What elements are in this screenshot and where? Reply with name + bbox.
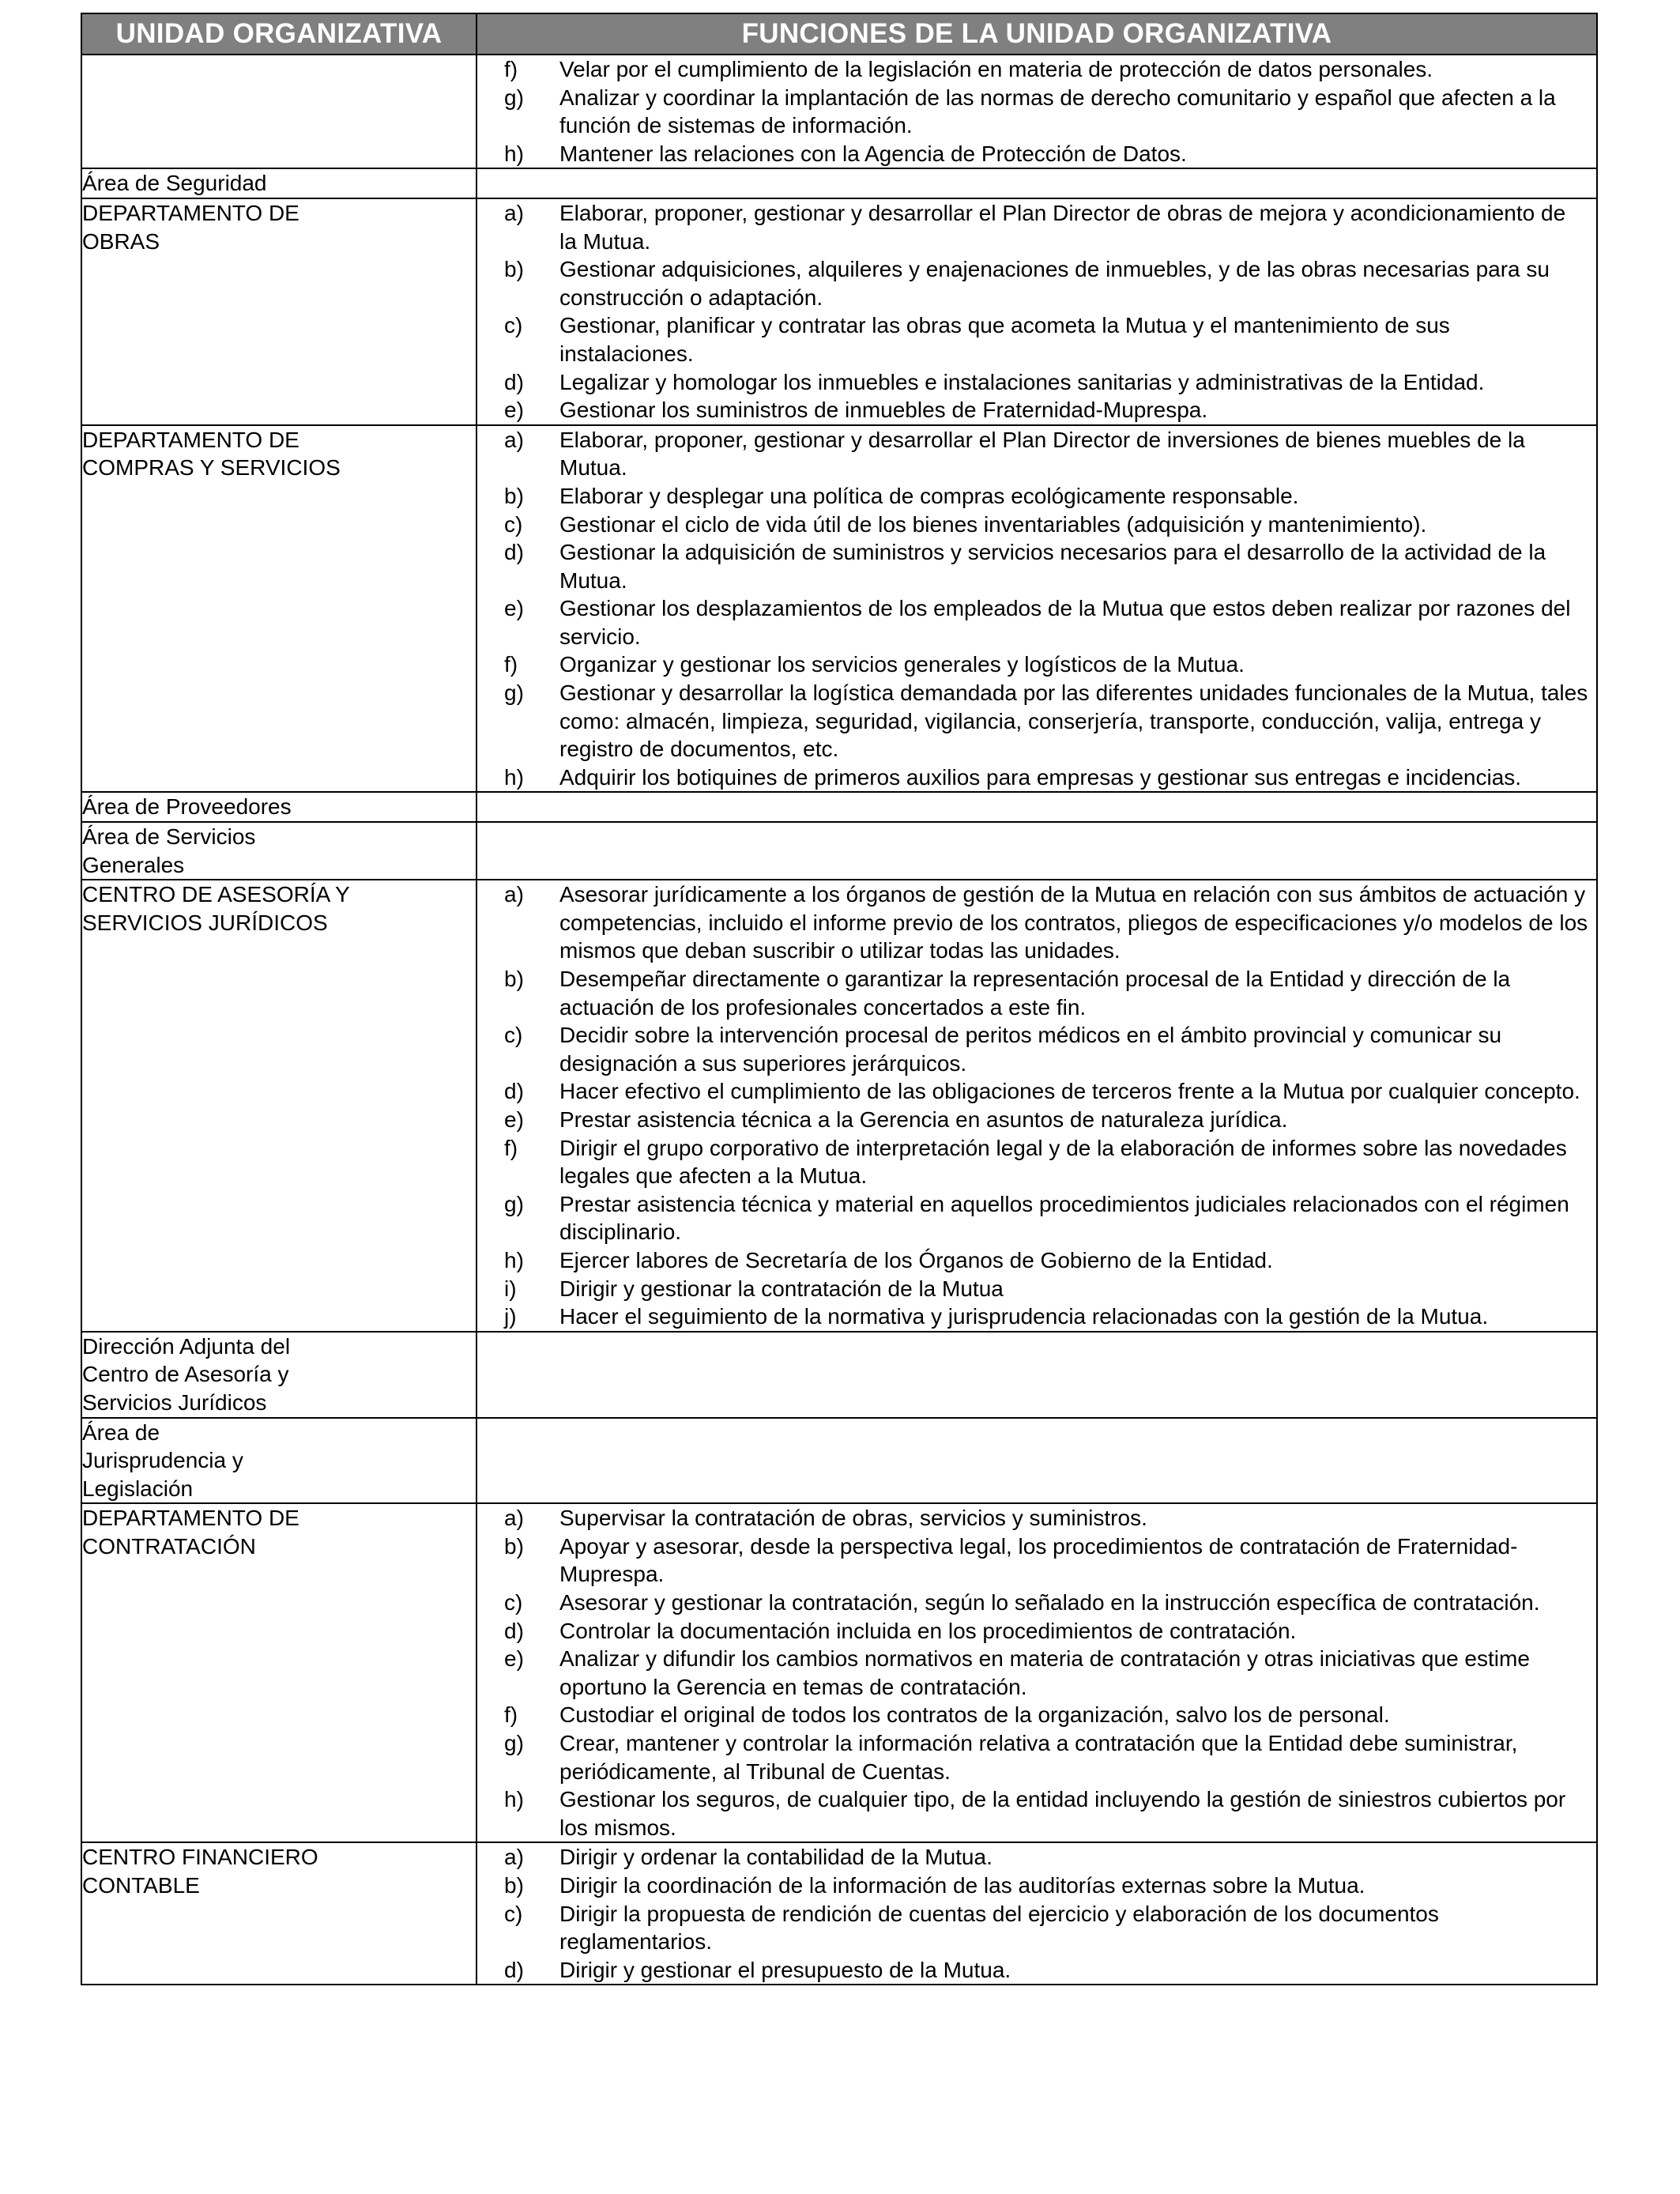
function-item [504, 1302, 1588, 1331]
function-text: Crear, mantener y controlar la información relativa a contratación que la Entidad debe suministrar, periódicamente, al Tribunal de Cuentas. [559, 1731, 1518, 1784]
function-text: Asesorar y gestionar la contratación, según lo señalado en la instrucción específica de contratación. [559, 1590, 1540, 1615]
function-letter: g) [504, 1731, 524, 1756]
function-item [504, 1106, 1588, 1134]
function-text: Supervisar la contratación de obras, servicios y suministros. [559, 1506, 1147, 1531]
function-item [504, 199, 1588, 255]
function-letter: f) [504, 1135, 518, 1160]
function-item [504, 368, 1588, 397]
function-letter: b) [504, 1533, 524, 1559]
function-letter: d) [504, 369, 524, 394]
unit-cell: DEPARTAMENTO DE OBRAS [81, 198, 477, 425]
function-item [504, 965, 1588, 1021]
function-letter: b) [504, 483, 524, 508]
function-text: Analizar y difundir los cambios normativos en materia de contratación y otras iniciativas que estime oportuno la Gerencia en temas de contratación. [559, 1646, 1530, 1699]
table-row [81, 55, 1597, 168]
function-item [504, 650, 1588, 679]
empty-functions [477, 793, 1596, 821]
functions-cell [477, 1332, 1597, 1418]
function-item [504, 1843, 1588, 1872]
unit-cell: DEPARTAMENTO DE COMPRAS Y SERVICIOS [81, 425, 477, 793]
function-letter: d) [504, 1957, 524, 1982]
function-letter: a) [504, 427, 524, 452]
empty-functions [477, 1419, 1596, 1447]
functions-list [477, 1843, 1596, 1984]
functions-list [477, 199, 1596, 424]
unit-cell: Área de Servicios Generales [81, 822, 477, 880]
function-letter: a) [504, 1845, 524, 1870]
function-item [504, 1785, 1588, 1842]
function-letter: d) [504, 1079, 524, 1104]
function-letter: h) [504, 141, 524, 166]
unit-cell: Dirección Adjunta del Centro de Asesoría y Servicios Jurídicos [81, 1332, 477, 1418]
function-item [504, 1275, 1588, 1303]
function-text: Desempeñar directamente o garantizar la representación procesal de la Entidad y dirección de la actuación de los profesionales concertados a este fin. [559, 967, 1511, 1020]
function-item [504, 1729, 1588, 1785]
function-letter: g) [504, 1191, 524, 1216]
function-item [504, 482, 1588, 511]
function-letter: b) [504, 967, 524, 991]
function-text: Organizar y gestionar los servicios generales y logísticos de la Mutua. [559, 652, 1245, 677]
functions-list [477, 426, 1596, 792]
function-text: Gestionar los suministros de inmuebles de Fraternidad-Muprespa. [559, 398, 1208, 423]
table-row [81, 1842, 1597, 1985]
functions-list [477, 55, 1596, 168]
function-letter: a) [504, 200, 524, 225]
functions-list [477, 1504, 1596, 1842]
function-item [504, 511, 1588, 539]
function-text: Adquirir los botiquines de primeros auxilios para empresas y gestionar sus entregas e incidencias. [559, 764, 1522, 790]
function-item [504, 1872, 1588, 1900]
functions-cell [477, 822, 1597, 880]
function-text: Gestionar adquisiciones, alquileres y enajenaciones de inmuebles, y de las obras necesarias para su construcción o adaptación. [559, 257, 1550, 310]
functions-cell [477, 1418, 1597, 1504]
functions-cell [477, 168, 1597, 198]
table-row [81, 198, 1597, 425]
table-row [81, 880, 1597, 1332]
function-item [504, 55, 1588, 84]
function-letter: b) [504, 257, 524, 282]
function-text: Hacer el seguimiento de la normativa y jurisprudencia relacionadas con la gestión de la Mutua. [559, 1304, 1489, 1329]
function-text: Mantener las relaciones con la Agencia de Protección de Datos. [559, 141, 1187, 166]
function-letter: g) [504, 680, 524, 706]
unit-cell: CENTRO FINANCIERO CONTABLE [81, 1842, 477, 1985]
function-letter: a) [504, 1506, 524, 1531]
function-letter: c) [504, 1023, 523, 1048]
function-item [504, 1134, 1588, 1190]
function-item [504, 311, 1588, 368]
function-item [504, 1701, 1588, 1729]
function-text: Prestar asistencia técnica y material en aquellos procedimientos judiciales relacionados con el régimen disciplinario. [559, 1191, 1569, 1245]
function-item [504, 1645, 1588, 1701]
unit-cell: Área de Seguridad [81, 168, 477, 198]
function-letter: b) [504, 1873, 524, 1898]
function-item [504, 255, 1588, 311]
unit-cell: CENTRO DE ASESORÍA Y SERVICIOS JURÍDICOS [81, 880, 477, 1332]
table-row [81, 425, 1597, 793]
function-letter: e) [504, 596, 524, 621]
table-row [81, 1418, 1597, 1504]
document-page [81, 13, 1596, 1985]
empty-functions [477, 1333, 1596, 1361]
functions-cell [477, 792, 1597, 822]
function-letter: f) [504, 57, 518, 81]
function-text: Dirigir la propuesta de rendición de cuentas del ejercicio y elaboración de los documentos reglamentarios. [559, 1901, 1439, 1955]
function-text: Analizar y coordinar la implantación de las normas de derecho comunitario y español que afecten a la función de sistemas de información. [559, 85, 1556, 138]
functions-cell [477, 1842, 1597, 1985]
function-letter: c) [504, 1590, 523, 1615]
function-letter: g) [504, 85, 524, 110]
function-text: Gestionar los seguros, de cualquier tipo, de la entidad incluyendo la gestión de siniestros cubiertos por los mismos. [559, 1787, 1566, 1840]
function-text: Dirigir la coordinación de la información de las auditorías externas sobre la Mutua. [559, 1873, 1365, 1898]
function-text: Hacer efectivo el cumplimiento de las obligaciones de terceros frente a la Mutua por cualquier concepto. [559, 1079, 1580, 1104]
function-text: Custodiar el original de todos los contratos de la organización, salvo los de personal. [559, 1702, 1390, 1728]
function-item [504, 1190, 1588, 1246]
function-text: Asesorar jurídicamente a los órganos de gestión de la Mutua en relación con sus ámbitos de actuación y competencias, incluido el informe previo de los contratos, pliegos de especificaciones y/o modelos de los mismos que deban suscribir o utilizar todas las unidades. [559, 882, 1588, 963]
function-text: Prestar asistencia técnica a la Gerencia en asuntos de naturaleza jurídica. [559, 1106, 1288, 1132]
function-item [504, 763, 1588, 792]
function-text: Apoyar y asesorar, desde la perspectiva legal, los procedimientos de contratación de Fraternidad-Muprespa. [559, 1533, 1518, 1587]
table-header-row [81, 13, 1597, 55]
function-text: Dirigir y gestionar la contratación de la Mutua [559, 1276, 1004, 1301]
function-letter: c) [504, 313, 523, 338]
function-item [504, 84, 1588, 140]
function-text: Velar por el cumplimiento de la legislación en materia de protección de datos personales. [559, 57, 1433, 81]
unit-cell [81, 55, 477, 168]
function-text: Legalizar y homologar los inmuebles e instalaciones sanitarias y administrativas de la Entidad. [559, 369, 1485, 394]
function-text: Dirigir y ordenar la contabilidad de la Mutua. [559, 1845, 993, 1870]
table-row [81, 168, 1597, 198]
functions-cell [477, 425, 1597, 793]
function-letter: c) [504, 1901, 523, 1926]
function-text: Ejercer labores de Secretaría de los Órganos de Gobierno de la Entidad. [559, 1247, 1273, 1272]
function-letter: f) [504, 652, 518, 677]
table-row [81, 1503, 1597, 1842]
function-text: Gestionar la adquisición de suministros y servicios necesarios para el desarrollo de la actividad de la Mutua. [559, 540, 1546, 593]
function-item [504, 1532, 1588, 1589]
function-item [504, 880, 1588, 965]
function-item [504, 1617, 1588, 1646]
unit-cell: Área de Proveedores [81, 792, 477, 822]
function-letter: h) [504, 1787, 524, 1812]
function-text: Elaborar, proponer, gestionar y desarrollar el Plan Director de obras de mejora y acondicionamiento de la Mutua. [559, 200, 1566, 254]
function-item [504, 140, 1588, 168]
function-text: Dirigir el grupo corporativo de interpretación legal y de la elaboración de informes sobre las novedades legales que afecten a la Mutua. [559, 1135, 1567, 1189]
function-letter: a) [504, 882, 524, 907]
functions-cell [477, 198, 1597, 425]
function-letter: c) [504, 511, 523, 537]
header-functions: FUNCIONES DE LA UNIDAD ORGANIZATIVA [477, 13, 1597, 55]
function-item [504, 426, 1588, 482]
function-text: Elaborar y desplegar una política de compras ecológicamente responsable. [559, 483, 1299, 508]
function-letter: h) [504, 764, 524, 790]
table-body [81, 55, 1597, 1985]
function-item [504, 1504, 1588, 1532]
function-letter: j) [504, 1304, 517, 1329]
unit-cell: Área de Jurisprudencia y Legislación [81, 1418, 477, 1504]
table-row [81, 1332, 1597, 1418]
functions-table [81, 13, 1598, 1985]
function-letter: e) [504, 398, 524, 423]
function-item [504, 1900, 1588, 1956]
function-letter: f) [504, 1702, 518, 1728]
function-text: Controlar la documentación incluida en los procedimientos de contratación. [559, 1618, 1297, 1643]
functions-list [477, 880, 1596, 1331]
function-text: Decidir sobre la intervención procesal de peritos médicos en el ámbito provincial y comunicar su designación a sus superiores jerárquicos. [559, 1023, 1502, 1076]
function-item [504, 1589, 1588, 1617]
function-text: Gestionar y desarrollar la logística demandada por las diferentes unidades funcionales de la Mutua, tales como: almacén, limpieza, seguridad, vigilancia, conserjería, transporte, conducción, valija, entrega y registro de documentos, etc. [559, 680, 1588, 762]
function-text: Gestionar los desplazamientos de los empleados de la Mutua que estos deben realizar por razones del servicio. [559, 596, 1571, 649]
function-item [504, 396, 1588, 424]
function-letter: h) [504, 1247, 524, 1272]
function-item [504, 1956, 1588, 1985]
function-item [504, 538, 1588, 594]
empty-functions [477, 823, 1596, 851]
function-letter: d) [504, 1618, 524, 1643]
function-text: Elaborar, proponer, gestionar y desarrollar el Plan Director de inversiones de bienes muebles de la Mutua. [559, 427, 1525, 481]
function-letter: d) [504, 540, 524, 565]
function-item [504, 1021, 1588, 1077]
empty-functions [477, 169, 1596, 198]
function-text: Gestionar el ciclo de vida útil de los bienes inventariables (adquisición y mantenimiento). [559, 511, 1427, 537]
functions-cell [477, 1503, 1597, 1842]
function-letter: e) [504, 1646, 524, 1672]
function-item [504, 679, 1588, 763]
function-letter: i) [504, 1276, 517, 1301]
table-row [81, 792, 1597, 822]
function-item [504, 594, 1588, 650]
function-item [504, 1246, 1588, 1275]
functions-cell [477, 55, 1597, 168]
function-letter: e) [504, 1106, 524, 1132]
header-unit: UNIDAD ORGANIZATIVA [81, 13, 477, 55]
functions-cell [477, 880, 1597, 1332]
function-text: Dirigir y gestionar el presupuesto de la Mutua. [559, 1957, 1011, 1982]
function-text: Gestionar, planificar y contratar las obras que acometa la Mutua y el mantenimiento de sus instalaciones. [559, 313, 1450, 366]
unit-cell: DEPARTAMENTO DE CONTRATACIÓN [81, 1503, 477, 1842]
table-row [81, 822, 1597, 880]
function-item [504, 1077, 1588, 1106]
